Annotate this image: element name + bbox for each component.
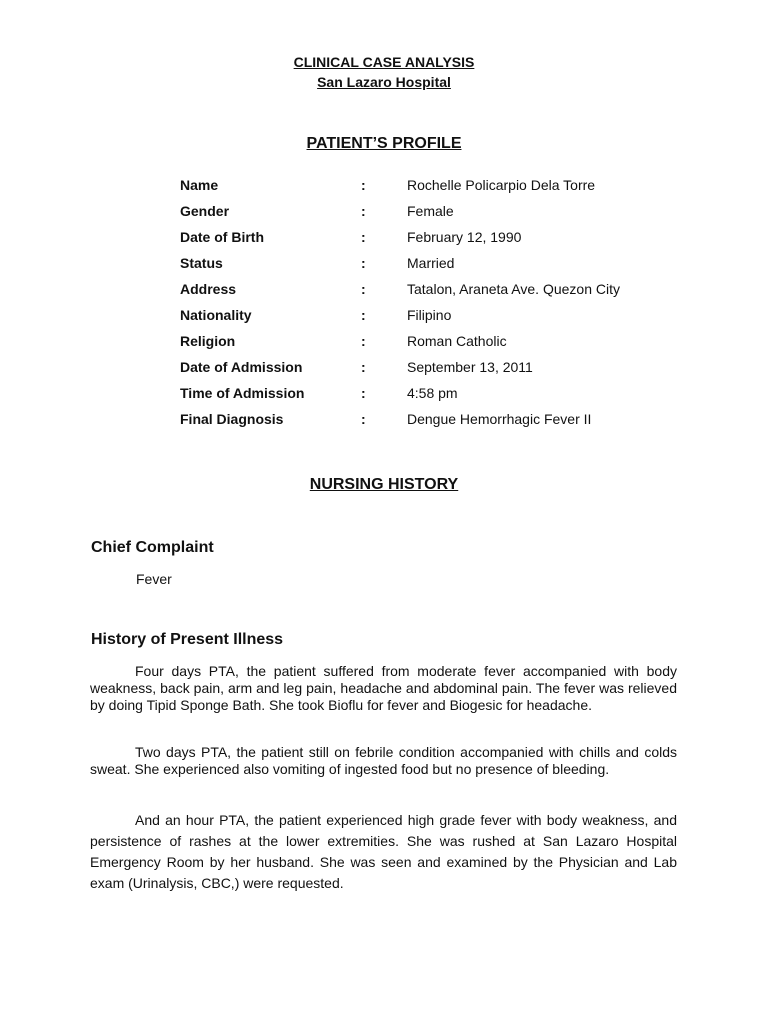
present-illness-paragraph: Two days PTA, the patient still on febrile condition accompanied with chills and colds sweat. She experienced also vomiting of ingested food but no presence of bleeding. [90, 744, 677, 777]
profile-row-time-of-admission [180, 384, 680, 410]
profile-separator: : [361, 411, 366, 427]
profile-separator: : [361, 229, 366, 245]
profile-row-final-diagnosis [180, 410, 680, 436]
present-illness-paragraph: And an hour PTA, the patient experienced high grade fever with body weakness, and persistence of rashes at the lower extremities. She was rushed at San Lazaro Hospital Emergency Room by her husband. She was seen and examined by the Physician and Lab exam (Urinalysis, CBC,) were requested. [90, 812, 677, 891]
profile-value: Married [407, 255, 455, 271]
profile-separator: : [361, 307, 366, 323]
profile-separator: : [361, 177, 366, 193]
profile-separator: : [361, 333, 366, 349]
profile-label: Name [180, 177, 219, 193]
profile-value: Female [407, 203, 454, 219]
profile-row-status [180, 254, 680, 280]
nursing-history-heading: NURSING HISTORY [309, 476, 459, 493]
profile-value: Tatalon, Araneta Ave. Quezon City [407, 281, 620, 297]
profile-row-gender [180, 202, 680, 228]
chief-complaint-heading: Chief Complaint [91, 539, 214, 556]
profile-label: Religion [180, 333, 236, 349]
profile-label: Date of Admission [180, 359, 303, 375]
profile-label: Status [180, 255, 223, 271]
profile-separator: : [361, 281, 366, 297]
chief-complaint-value: Fever [136, 571, 172, 587]
profile-separator: : [361, 385, 366, 401]
profile-value: Filipino [407, 307, 452, 323]
present-illness-paragraph: Four days PTA, the patient suffered from moderate fever accompanied with body weakness, back pain, arm and leg pain, headache and abdominal pain. The fever was relieved by doing Tipid Sponge Bath. She took Bioflu for fever and Biogesic for headache. [90, 663, 677, 713]
profile-row-address [180, 280, 680, 306]
profile-row-religion [180, 332, 680, 358]
profile-value: September 13, 2011 [407, 359, 533, 375]
document-title: CLINICAL CASE ANALYSIS [293, 54, 475, 70]
profile-separator: : [361, 359, 366, 375]
hospital-name: San Lazaro Hospital [317, 74, 451, 90]
profile-label: Time of Admission [180, 385, 305, 401]
profile-row-date-of-admission [180, 358, 680, 384]
profile-row-date-of-birth [180, 228, 680, 254]
patient-profile-table [180, 176, 680, 436]
profile-label: Address [180, 281, 237, 297]
profile-label: Gender [180, 203, 230, 219]
profile-separator: : [361, 203, 366, 219]
present-illness-heading: History of Present Illness [91, 631, 284, 648]
profile-label: Date of Birth [180, 229, 264, 245]
profile-value: 4:58 pm [407, 385, 458, 401]
profile-label: Final Diagnosis [180, 411, 284, 427]
patient-profile-heading: PATIENT’S PROFILE [306, 135, 462, 152]
profile-label: Nationality [180, 307, 252, 323]
profile-value: Roman Catholic [407, 333, 507, 349]
profile-separator: : [361, 255, 366, 271]
profile-value: Rochelle Policarpio Dela Torre [407, 177, 596, 193]
profile-value: Dengue Hemorrhagic Fever II [407, 411, 592, 427]
profile-row-nationality [180, 306, 680, 332]
profile-value: February 12, 1990 [407, 229, 522, 245]
profile-row-name [180, 176, 680, 202]
